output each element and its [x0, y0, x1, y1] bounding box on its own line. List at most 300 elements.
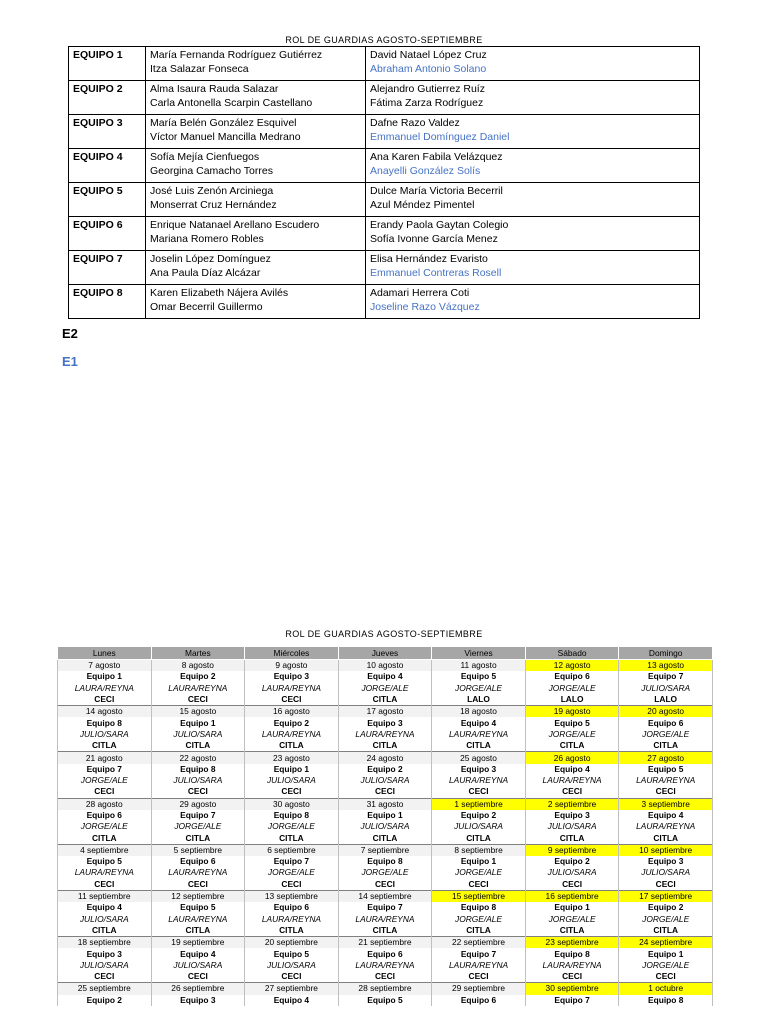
legend-e2: E2 [62, 326, 78, 341]
date-cell: 27 septiembre [245, 983, 339, 995]
team-members-a [146, 115, 366, 149]
day-header: Jueves [338, 647, 432, 660]
calendar-row [58, 983, 713, 995]
date-cell: 25 agosto [432, 752, 526, 764]
resident-cell: LAURA/REYNA [245, 729, 339, 740]
team-members-a [146, 285, 366, 319]
resident-cell: LAURA/REYNA [245, 914, 339, 925]
supervisor-cell: CITLA [151, 925, 245, 937]
supervisor-cell: CECI [338, 971, 432, 983]
calendar-title: ROL DE GUARDIAS AGOSTO-SEPTIEMBRE [285, 629, 483, 639]
resident-cell: JORGE/ALE [619, 729, 713, 740]
calendar-row [58, 660, 713, 672]
team-members-b [366, 149, 700, 183]
team-cell: Equipo 1 [245, 764, 339, 775]
team-members-a [146, 183, 366, 217]
team-cell: Equipo 6 [245, 902, 339, 913]
resident-cell: LAURA/REYNA [619, 821, 713, 832]
team-cell: Equipo 2 [245, 717, 339, 728]
supervisor-cell: CECI [432, 879, 526, 891]
team-cell: Equipo 1 [619, 948, 713, 959]
resident-cell: JULIO/SARA [525, 867, 619, 878]
member-name: Georgina Camacho Torres [150, 165, 273, 177]
member-name: Dulce María Victoria Becerril [370, 185, 503, 197]
team-cell: Equipo 8 [619, 995, 713, 1006]
date-cell: 7 agosto [58, 660, 152, 672]
team-label: EQUIPO 5 [69, 183, 146, 217]
team-cell: Equipo 6 [619, 717, 713, 728]
supervisor-cell: CITLA [619, 832, 713, 844]
calendar-row [58, 879, 713, 891]
supervisor-cell: CITLA [58, 740, 152, 752]
team-cell: Equipo 8 [58, 717, 152, 728]
team-cell: Equipo 7 [619, 671, 713, 682]
date-cell: 26 agosto [525, 752, 619, 764]
team-cell: Equipo 5 [525, 717, 619, 728]
resident-cell: JULIO/SARA [151, 775, 245, 786]
team-cell: Equipo 4 [338, 671, 432, 682]
supervisor-cell: CITLA [245, 925, 339, 937]
team-members-b [366, 115, 700, 149]
team-cell: Equipo 7 [525, 995, 619, 1006]
date-cell: 24 septiembre [619, 937, 713, 949]
date-cell: 13 agosto [619, 660, 713, 672]
calendar-row [58, 995, 713, 1006]
resident-cell: JORGE/ALE [619, 960, 713, 971]
team-cell: Equipo 2 [58, 995, 152, 1006]
date-cell: 19 septiembre [151, 937, 245, 949]
team-label: EQUIPO 3 [69, 115, 146, 149]
team-label: EQUIPO 2 [69, 81, 146, 115]
calendar-row [58, 821, 713, 832]
team-cell: Equipo 6 [525, 671, 619, 682]
team-cell: Equipo 7 [432, 948, 526, 959]
calendar-row [58, 914, 713, 925]
date-cell: 4 septiembre [58, 844, 152, 856]
team-members-a [146, 81, 366, 115]
team-members-b [366, 47, 700, 81]
supervisor-cell: CITLA [338, 925, 432, 937]
member-name: Joseline Razo Vázquez [370, 301, 480, 313]
supervisor-cell: CITLA [245, 740, 339, 752]
supervisor-cell: CITLA [151, 740, 245, 752]
supervisor-cell: CECI [432, 971, 526, 983]
team-cell: Equipo 3 [432, 764, 526, 775]
team-cell: Equipo 4 [432, 717, 526, 728]
team-row [69, 149, 700, 183]
team-members-b [366, 251, 700, 285]
resident-cell: JULIO/SARA [151, 960, 245, 971]
supervisor-cell: CECI [525, 879, 619, 891]
supervisor-cell: LALO [525, 694, 619, 706]
supervisor-cell: CITLA [525, 832, 619, 844]
team-cell: Equipo 7 [151, 810, 245, 821]
team-cell: Equipo 3 [151, 995, 245, 1006]
team-cell: Equipo 1 [151, 717, 245, 728]
date-cell: 22 agosto [151, 752, 245, 764]
supervisor-cell: CECI [619, 971, 713, 983]
team-cell: Equipo 5 [245, 948, 339, 959]
member-name: Omar Becerril Guillermo [150, 301, 263, 313]
team-cell: Equipo 7 [338, 902, 432, 913]
member-name: Enrique Natanael Arellano Escudero [150, 219, 320, 231]
calendar-row [58, 832, 713, 844]
team-label: EQUIPO 1 [69, 47, 146, 81]
date-cell: 26 septiembre [151, 983, 245, 995]
day-header: Martes [151, 647, 245, 660]
member-name: Abraham Antonio Solano [370, 63, 487, 75]
legend-e1: E1 [62, 354, 78, 369]
date-cell: 2 septiembre [525, 798, 619, 810]
day-header: Lunes [58, 647, 152, 660]
supervisor-cell: CITLA [619, 740, 713, 752]
date-cell: 22 septiembre [432, 937, 526, 949]
resident-cell: LAURA/REYNA [432, 960, 526, 971]
team-row [69, 217, 700, 251]
team-row [69, 183, 700, 217]
resident-cell: LAURA/REYNA [58, 867, 152, 878]
team-cell: Equipo 5 [432, 671, 526, 682]
resident-cell: JULIO/SARA [58, 729, 152, 740]
member-name: Adamari Herrera Coti [370, 287, 470, 299]
supervisor-cell: CECI [151, 786, 245, 798]
team-members-b [366, 285, 700, 319]
date-cell: 14 septiembre [338, 890, 432, 902]
team-cell: Equipo 3 [58, 948, 152, 959]
team-cell: Equipo 2 [151, 671, 245, 682]
resident-cell: JULIO/SARA [619, 683, 713, 694]
date-cell: 8 agosto [151, 660, 245, 672]
member-name: Anayelli González Solís [370, 165, 481, 177]
supervisor-cell: CITLA [432, 832, 526, 844]
date-cell: 6 septiembre [245, 844, 339, 856]
date-cell: 15 agosto [151, 706, 245, 718]
team-members-b [366, 81, 700, 115]
team-cell: Equipo 4 [619, 810, 713, 821]
resident-cell: JORGE/ALE [525, 729, 619, 740]
team-cell: Equipo 4 [525, 764, 619, 775]
team-cell: Equipo 6 [151, 856, 245, 867]
supervisor-cell: CECI [58, 879, 152, 891]
calendar-row [58, 971, 713, 983]
member-name: Dafne Razo Valdez [370, 117, 460, 129]
member-name: David Natael López Cruz [370, 49, 487, 61]
member-name: Sofía Mejía Cienfuegos [150, 151, 260, 163]
resident-cell: JORGE/ALE [151, 821, 245, 832]
member-name: José Luis Zenón Arciniega [150, 185, 274, 197]
resident-cell: JORGE/ALE [432, 867, 526, 878]
team-label: EQUIPO 4 [69, 149, 146, 183]
supervisor-cell: CITLA [432, 925, 526, 937]
date-cell: 14 agosto [58, 706, 152, 718]
calendar-table [57, 646, 713, 1006]
team-row [69, 115, 700, 149]
resident-cell: JORGE/ALE [338, 683, 432, 694]
team-cell: Equipo 5 [338, 995, 432, 1006]
date-cell: 17 septiembre [619, 890, 713, 902]
team-cell: Equipo 8 [432, 902, 526, 913]
resident-cell: LAURA/REYNA [338, 914, 432, 925]
calendar-row [58, 810, 713, 821]
team-cell: Equipo 1 [58, 671, 152, 682]
team-cell: Equipo 1 [525, 902, 619, 913]
date-cell: 3 septiembre [619, 798, 713, 810]
resident-cell: LAURA/REYNA [525, 775, 619, 786]
resident-cell: LAURA/REYNA [151, 914, 245, 925]
calendar-row [58, 694, 713, 706]
resident-cell: LAURA/REYNA [619, 775, 713, 786]
member-name: Elisa Hernández Evaristo [370, 253, 488, 265]
team-cell: Equipo 3 [619, 856, 713, 867]
date-cell: 16 agosto [245, 706, 339, 718]
team-cell: Equipo 5 [151, 902, 245, 913]
supervisor-cell: CECI [151, 694, 245, 706]
calendar-row [58, 729, 713, 740]
supervisor-cell: CITLA [338, 740, 432, 752]
member-name: Alejandro Gutierrez Ruíz [370, 83, 485, 95]
supervisor-cell: CITLA [338, 694, 432, 706]
team-cell: Equipo 7 [58, 764, 152, 775]
date-cell: 21 agosto [58, 752, 152, 764]
team-cell: Equipo 1 [432, 856, 526, 867]
calendar-row [58, 902, 713, 913]
date-cell: 15 septiembre [432, 890, 526, 902]
team-cell: Equipo 6 [338, 948, 432, 959]
supervisor-cell: CECI [338, 879, 432, 891]
member-name: Víctor Manuel Mancilla Medrano [150, 131, 301, 143]
resident-cell: LAURA/REYNA [151, 867, 245, 878]
calendar-row [58, 775, 713, 786]
date-cell: 30 agosto [245, 798, 339, 810]
day-header: Sábado [525, 647, 619, 660]
calendar-row [58, 683, 713, 694]
team-members-b [366, 217, 700, 251]
resident-cell: JULIO/SARA [432, 821, 526, 832]
date-cell: 25 septiembre [58, 983, 152, 995]
supervisor-cell: CECI [525, 786, 619, 798]
date-cell: 24 agosto [338, 752, 432, 764]
supervisor-cell: CECI [525, 971, 619, 983]
member-name: Azul Méndez Pimentel [370, 199, 475, 211]
team-cell: Equipo 3 [245, 671, 339, 682]
member-name: Fátima Zarza Rodríguez [370, 97, 484, 109]
day-header: Viernes [432, 647, 526, 660]
team-cell: Equipo 4 [151, 948, 245, 959]
resident-cell: JORGE/ALE [338, 867, 432, 878]
resident-cell: JORGE/ALE [58, 821, 152, 832]
supervisor-cell: CECI [58, 694, 152, 706]
resident-cell: LAURA/REYNA [338, 960, 432, 971]
member-name: Emmanuel Domínguez Daniel [370, 131, 510, 143]
supervisor-cell: CITLA [58, 925, 152, 937]
resident-cell: JULIO/SARA [619, 867, 713, 878]
date-cell: 1 octubre [619, 983, 713, 995]
calendar-row [58, 856, 713, 867]
date-cell: 18 septiembre [58, 937, 152, 949]
resident-cell: JULIO/SARA [245, 775, 339, 786]
date-cell: 11 septiembre [58, 890, 152, 902]
supervisor-cell: CECI [245, 786, 339, 798]
date-cell: 17 agosto [338, 706, 432, 718]
resident-cell: JULIO/SARA [525, 821, 619, 832]
date-cell: 8 septiembre [432, 844, 526, 856]
resident-cell: JULIO/SARA [338, 821, 432, 832]
date-cell: 10 agosto [338, 660, 432, 672]
team-members-a [146, 217, 366, 251]
supervisor-cell: CITLA [525, 740, 619, 752]
supervisor-cell: CITLA [245, 832, 339, 844]
supervisor-cell: CECI [245, 879, 339, 891]
date-cell: 20 septiembre [245, 937, 339, 949]
teams-table [68, 46, 700, 319]
supervisor-cell: CITLA [432, 740, 526, 752]
supervisor-cell: CITLA [338, 832, 432, 844]
resident-cell: LAURA/REYNA [245, 683, 339, 694]
resident-cell: LAURA/REYNA [338, 729, 432, 740]
team-label: EQUIPO 8 [69, 285, 146, 319]
member-name: Carla Antonella Scarpin Castellano [150, 97, 313, 109]
day-header: Domingo [619, 647, 713, 660]
date-cell: 16 septiembre [525, 890, 619, 902]
team-cell: Equipo 2 [338, 764, 432, 775]
date-cell: 30 septiembre [525, 983, 619, 995]
team-cell: Equipo 8 [151, 764, 245, 775]
team-cell: Equipo 2 [525, 856, 619, 867]
member-name: María Fernanda Rodríguez Gutiérrez [150, 49, 323, 61]
supervisor-cell: CECI [245, 971, 339, 983]
date-cell: 5 septiembre [151, 844, 245, 856]
supervisor-cell: CECI [58, 786, 152, 798]
resident-cell: JULIO/SARA [151, 729, 245, 740]
calendar-row [58, 786, 713, 798]
supervisor-cell: CECI [619, 879, 713, 891]
date-cell: 7 septiembre [338, 844, 432, 856]
date-cell: 23 septiembre [525, 937, 619, 949]
team-row [69, 285, 700, 319]
team-cell: Equipo 3 [525, 810, 619, 821]
supervisor-cell: CECI [619, 786, 713, 798]
calendar-row [58, 717, 713, 728]
team-cell: Equipo 8 [338, 856, 432, 867]
team-cell: Equipo 4 [245, 995, 339, 1006]
date-cell: 28 agosto [58, 798, 152, 810]
date-cell: 18 agosto [432, 706, 526, 718]
date-cell: 13 septiembre [245, 890, 339, 902]
team-cell: Equipo 6 [432, 995, 526, 1006]
date-cell: 23 agosto [245, 752, 339, 764]
date-cell: 12 agosto [525, 660, 619, 672]
date-cell: 29 agosto [151, 798, 245, 810]
calendar-row [58, 948, 713, 959]
supervisor-cell: CECI [151, 971, 245, 983]
resident-cell: LAURA/REYNA [525, 960, 619, 971]
day-header: Miércoles [245, 647, 339, 660]
date-cell: 11 agosto [432, 660, 526, 672]
date-cell: 9 agosto [245, 660, 339, 672]
date-cell: 27 agosto [619, 752, 713, 764]
calendar-row [58, 752, 713, 764]
member-name: Alma Isaura Rauda Salazar [150, 83, 279, 95]
team-members-b [366, 183, 700, 217]
supervisor-cell: CITLA [58, 832, 152, 844]
member-name: Joselin López Domínguez [150, 253, 271, 265]
supervisor-cell: LALO [432, 694, 526, 706]
calendar-row [58, 960, 713, 971]
resident-cell: JORGE/ALE [432, 914, 526, 925]
supervisor-cell: LALO [619, 694, 713, 706]
team-members-a [146, 149, 366, 183]
supervisor-cell: CITLA [525, 925, 619, 937]
member-name: Ana Karen Fabila Velázquez [370, 151, 503, 163]
date-cell: 29 septiembre [432, 983, 526, 995]
supervisor-cell: CECI [432, 786, 526, 798]
date-cell: 10 septiembre [619, 844, 713, 856]
resident-cell: LAURA/REYNA [432, 775, 526, 786]
calendar-row [58, 937, 713, 949]
calendar-row [58, 867, 713, 878]
resident-cell: JULIO/SARA [245, 960, 339, 971]
team-cell: Equipo 5 [619, 764, 713, 775]
resident-cell: JORGE/ALE [245, 867, 339, 878]
member-name: Erandy Paola Gaytan Colegio [370, 219, 509, 231]
supervisor-cell: CITLA [151, 832, 245, 844]
resident-cell: JORGE/ALE [525, 683, 619, 694]
team-cell: Equipo 1 [338, 810, 432, 821]
supervisor-cell: CECI [245, 694, 339, 706]
date-cell: 19 agosto [525, 706, 619, 718]
team-label: EQUIPO 7 [69, 251, 146, 285]
date-cell: 12 septiembre [151, 890, 245, 902]
member-name: Mariana Romero Robles [150, 233, 264, 245]
supervisor-cell: CECI [338, 786, 432, 798]
resident-cell: LAURA/REYNA [432, 729, 526, 740]
resident-cell: JORGE/ALE [58, 775, 152, 786]
team-cell: Equipo 2 [432, 810, 526, 821]
calendar-row [58, 890, 713, 902]
team-row [69, 251, 700, 285]
team-cell: Equipo 3 [338, 717, 432, 728]
date-cell: 1 septiembre [432, 798, 526, 810]
calendar-row [58, 764, 713, 775]
team-row [69, 81, 700, 115]
team-cell: Equipo 6 [58, 810, 152, 821]
date-cell: 28 septiembre [338, 983, 432, 995]
resident-cell: LAURA/REYNA [58, 683, 152, 694]
team-cell: Equipo 8 [525, 948, 619, 959]
resident-cell: JULIO/SARA [58, 960, 152, 971]
member-name: Monserrat Cruz Hernández [150, 199, 277, 211]
team-row [69, 47, 700, 81]
resident-cell: JORGE/ALE [432, 683, 526, 694]
supervisor-cell: CECI [151, 879, 245, 891]
calendar-row [58, 798, 713, 810]
date-cell: 31 agosto [338, 798, 432, 810]
calendar-row [58, 844, 713, 856]
resident-cell: JULIO/SARA [58, 914, 152, 925]
calendar-row [58, 740, 713, 752]
team-cell: Equipo 7 [245, 856, 339, 867]
team-cell: Equipo 5 [58, 856, 152, 867]
resident-cell: JORGE/ALE [525, 914, 619, 925]
team-cell: Equipo 2 [619, 902, 713, 913]
calendar-row [58, 925, 713, 937]
resident-cell: JORGE/ALE [245, 821, 339, 832]
team-cell: Equipo 8 [245, 810, 339, 821]
member-name: María Belén González Esquivel [150, 117, 297, 129]
resident-cell: LAURA/REYNA [151, 683, 245, 694]
member-name: Sofía Ivonne García Menez [370, 233, 498, 245]
supervisor-cell: CITLA [619, 925, 713, 937]
